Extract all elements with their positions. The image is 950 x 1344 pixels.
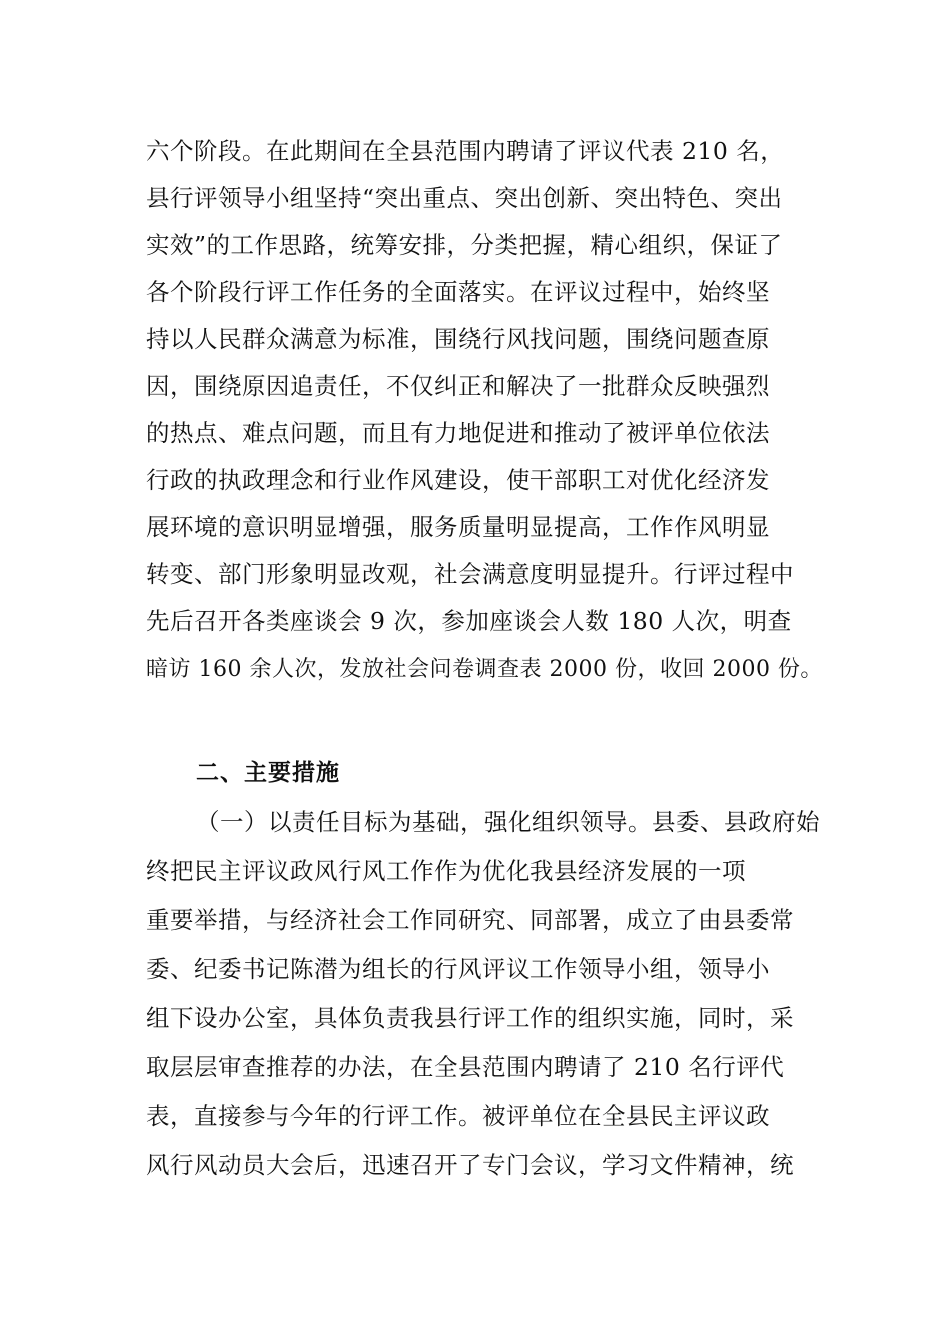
paragraph1-line-10: 转变、部门形象明显改观，社会满意度明显提升。行评过程中	[146, 560, 794, 588]
paragraph2-line-3: 重要举措，与经济社会工作同研究、同部署，成立了由县委常	[146, 906, 794, 934]
paragraph1-line-12: 暗访 160 余人次，发放社会问卷调查表 2000 份，收回 2000 份。	[146, 657, 823, 682]
section-heading: 二、主要措施	[196, 760, 340, 786]
paragraph1-line-3: 实效”的工作思路，统筹安排，分类把握，精心组织，保证了	[146, 231, 783, 259]
paragraph1-line-5: 持以人民群众满意为标准，围绕行风找问题，围绕问题查原	[146, 325, 770, 353]
paragraph2-line-8: 风行风动员大会后，迅速召开了专门会议，学习文件精神，统	[146, 1151, 794, 1179]
paragraph1-line-6: 因，围绕原因追责任，不仅纠正和解决了一批群众反映强烈	[146, 372, 770, 400]
paragraph2-line-6: 取层层审查推荐的办法，在全县范围内聘请了 210 名行评代	[146, 1053, 785, 1081]
paragraph1-line-7: 的热点、难点问题，而且有力地促进和推动了被评单位依法	[146, 419, 770, 447]
paragraph2-line-4: 委、纪委书记陈潜为组长的行风评议工作领导小组，领导小	[146, 955, 770, 983]
paragraph2-line-1: （一）以责任目标为基础，强化组织领导。县委、县政府始	[196, 808, 820, 836]
paragraph1-line-9: 展环境的意识明显增强，服务质量明显提高，工作作风明显	[146, 513, 770, 541]
paragraph1-line-11: 先后召开各类座谈会 9 次，参加座谈会人数 180 人次，明查	[146, 607, 792, 635]
paragraph2-line-5: 组下设办公室，具体负责我县行评工作的组织实施，同时，采	[146, 1004, 794, 1032]
paragraph1-line-8: 行政的执政理念和行业作风建设，使干部职工对优化经济发	[146, 466, 770, 494]
paragraph2-line-2: 终把民主评议政风行风工作作为优化我县经济发展的一项	[146, 857, 746, 885]
paragraph2-line-7: 表，直接参与今年的行评工作。被评单位在全县民主评议政	[146, 1102, 770, 1130]
paragraph1-line-2: 县行评领导小组坚持“突出重点、突出创新、突出特色、突出	[146, 184, 783, 212]
paragraph1-line-4: 各个阶段行评工作任务的全面落实。在评议过程中，始终坚	[146, 278, 770, 306]
paragraph1-line-1: 六个阶段。在此期间在全县范围内聘请了评议代表 210 名，	[146, 137, 785, 165]
